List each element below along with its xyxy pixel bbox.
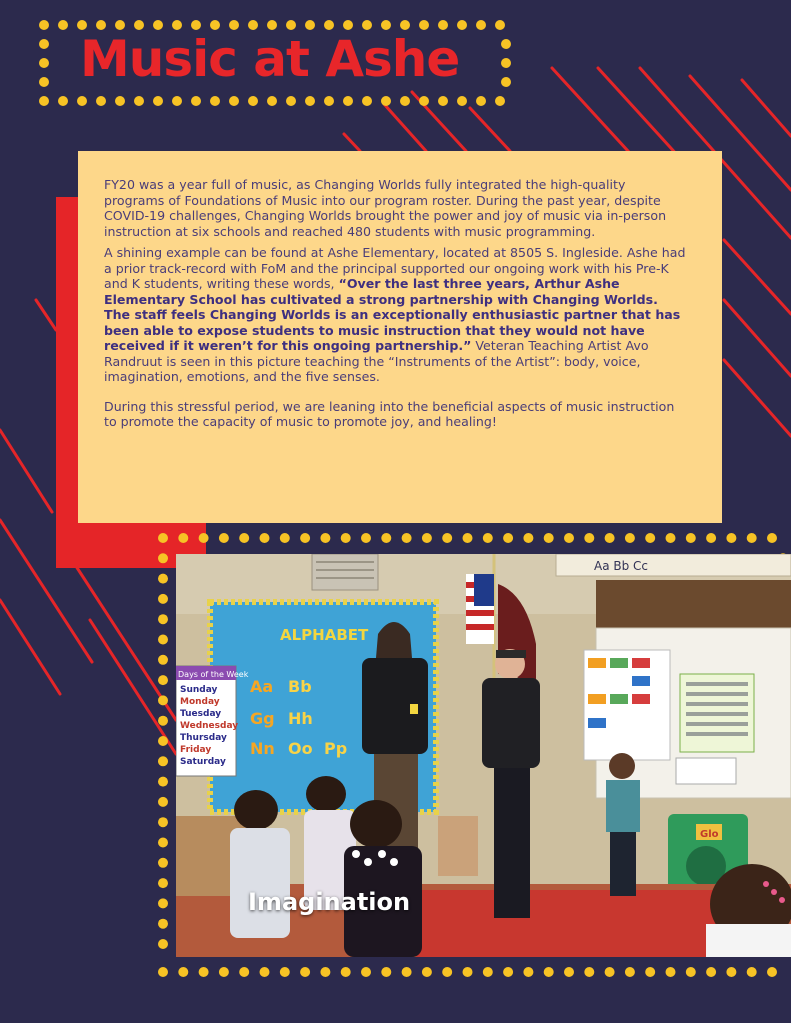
frame-dot [39, 20, 49, 30]
days-board-day: Saturday [180, 757, 226, 767]
article-paragraph-2-intro: A shining example can be found at Ashe Elementary, located at 8505 S. Ingleside. Ashe had a prior track-record with FoM and the principal supported our ongoing work with his Pre-K and K students, writing these words, [104, 245, 686, 291]
frame-dot [191, 96, 201, 106]
frame-dot [706, 533, 716, 543]
frame-dot [495, 96, 505, 106]
frame-dot [747, 967, 757, 977]
frame-dot [402, 967, 412, 977]
frame-dot [402, 533, 412, 543]
frame-dot [544, 533, 554, 543]
frame-dot [300, 533, 310, 543]
days-board-day: Wednesday [180, 721, 239, 731]
frame-dot [158, 858, 168, 868]
frame-dot [158, 655, 168, 665]
frame-dot [726, 967, 736, 977]
frame-dot [442, 533, 452, 543]
frame-dot [300, 967, 310, 977]
frame-dot [501, 39, 511, 49]
svg-text:Oo: Oo [288, 739, 313, 758]
frame-dot [625, 967, 635, 977]
frame-dot [320, 533, 330, 543]
frame-dot [286, 96, 296, 106]
frame-dot [381, 96, 391, 106]
frame-dot [39, 39, 49, 49]
frame-dot [58, 20, 68, 30]
alphabet-sign: ALPHABET [280, 626, 369, 644]
frame-dot [686, 533, 696, 543]
frame-dot [77, 96, 87, 106]
frame-dot [726, 533, 736, 543]
svg-text:Hh: Hh [288, 709, 313, 728]
frame-dot [158, 838, 168, 848]
frame-dot [495, 20, 505, 30]
frame-dot [280, 533, 290, 543]
days-board-day: Sunday [180, 685, 218, 695]
frame-dot [172, 96, 182, 106]
frame-dot [158, 967, 168, 977]
frame-dot [260, 967, 270, 977]
frame-dot [158, 736, 168, 746]
letter-strip: Aa Bb Cc [594, 559, 649, 573]
frame-dot [267, 96, 277, 106]
frame-dot [178, 967, 188, 977]
days-board-header: Days of the Week [178, 670, 249, 679]
frame-dot [280, 967, 290, 977]
frame-dot [39, 77, 49, 87]
frame-dot [501, 77, 511, 87]
frame-dot [381, 533, 391, 543]
frame-dot [767, 533, 777, 543]
frame-dot [584, 967, 594, 977]
frame-dot [544, 967, 554, 977]
classroom-photo [176, 554, 791, 957]
frame-dot [158, 533, 168, 543]
article-paragraph-3: During this stressful period, we are leaning into the beneficial aspects of music instruction to promote the capacity of music to promote joy, and healing! [104, 398, 675, 429]
frame-dot [158, 716, 168, 726]
frame-dot [115, 96, 125, 106]
frame-dot [457, 96, 467, 106]
frame-dot [178, 533, 188, 543]
frame-dot [260, 533, 270, 543]
frame-dot [645, 967, 655, 977]
frame-dot [381, 967, 391, 977]
frame-dot [39, 58, 49, 68]
svg-text:Pp: Pp [324, 739, 348, 758]
frame-dot [158, 878, 168, 888]
frame-dot [523, 967, 533, 977]
frame-dot [605, 967, 615, 977]
frame-dot [666, 967, 676, 977]
frame-dot [158, 756, 168, 766]
svg-text:Bb: Bb [288, 677, 312, 696]
frame-dot [501, 58, 511, 68]
frame-dot [199, 967, 209, 977]
frame-dot [438, 96, 448, 106]
frame-dot [158, 797, 168, 807]
frame-dot [747, 533, 757, 543]
frame-dot [564, 967, 574, 977]
frame-dot [564, 533, 574, 543]
frame-dot [584, 533, 594, 543]
frame-dot [158, 817, 168, 827]
frame-dot [503, 967, 513, 977]
svg-text:Nn: Nn [250, 739, 275, 758]
bin-badge: Glo [700, 829, 719, 840]
frame-dot [361, 533, 371, 543]
frame-dot [320, 967, 330, 977]
frame-dot [158, 919, 168, 929]
frame-dot [767, 967, 777, 977]
frame-dot [419, 96, 429, 106]
frame-dot [625, 533, 635, 543]
frame-dot [645, 533, 655, 543]
svg-text:Aa: Aa [250, 677, 274, 696]
frame-dot [483, 533, 493, 543]
frame-dot [476, 20, 486, 30]
frame-dot [158, 635, 168, 645]
frame-dot [463, 967, 473, 977]
frame-dot [324, 96, 334, 106]
frame-dot [706, 967, 716, 977]
frame-dot [422, 533, 432, 543]
frame-dot [422, 967, 432, 977]
days-board-day: Tuesday [180, 709, 222, 719]
frame-dot [153, 96, 163, 106]
frame-dot [503, 533, 513, 543]
frame-dot [666, 533, 676, 543]
frame-dot [239, 967, 249, 977]
frame-dot [341, 533, 351, 543]
frame-dot [523, 533, 533, 543]
frame-dot [158, 574, 168, 584]
svg-text:Gg: Gg [250, 709, 275, 728]
photo-caption: Imagination [248, 888, 411, 916]
days-board-day: Thursday [180, 733, 227, 743]
page-title: Music at Ashe [80, 30, 460, 88]
frame-dot [199, 533, 209, 543]
frame-dot [605, 533, 615, 543]
frame-dot [400, 96, 410, 106]
frame-dot [210, 96, 220, 106]
frame-dot [463, 533, 473, 543]
frame-dot [248, 96, 258, 106]
frame-dot [158, 695, 168, 705]
frame-dot [362, 96, 372, 106]
frame-dot [134, 96, 144, 106]
frame-dot [219, 533, 229, 543]
article-card [78, 151, 722, 523]
frame-dot [158, 614, 168, 624]
frame-dot [341, 967, 351, 977]
principal-quote: “Over the last three years, Arthur Ashe Elementary School has cultivated a strong partnership with Changing Worlds. The staff feels Changing Worlds is an exceptionally enthusiastic partner that has been able to expose students to music instruction that they would not have received if it weren’t for this ongoing partnership.” [104, 276, 681, 353]
frame-dot [96, 96, 106, 106]
frame-dot [158, 898, 168, 908]
frame-dot [158, 594, 168, 604]
frame-dot [158, 675, 168, 685]
frame-dot [158, 939, 168, 949]
days-board-day: Monday [180, 697, 220, 707]
frame-dot [442, 967, 452, 977]
days-board-day: Friday [180, 745, 212, 755]
frame-dot [483, 967, 493, 977]
frame-dot [58, 96, 68, 106]
frame-dot [686, 967, 696, 977]
frame-dot [229, 96, 239, 106]
article-paragraph-2 [104, 245, 686, 385]
frame-dot [158, 777, 168, 787]
frame-dot [219, 967, 229, 977]
frame-dot [39, 96, 49, 106]
frame-dot [305, 96, 315, 106]
article-paragraph-2-tail: Veteran Teaching Artist Avo Randruut is seen in this picture teaching the “Instruments of the Artist”: body, voice, imagination, emotions, and the five senses. [104, 338, 649, 384]
frame-dot [239, 533, 249, 543]
frame-dot [343, 96, 353, 106]
frame-dot [361, 967, 371, 977]
frame-dot [476, 96, 486, 106]
frame-dot [158, 553, 168, 563]
article-paragraph-1: FY20 was a year full of music, as Changing Worlds fully integrated the high-quality programs of Foundations of Music into our program roster. During the past year, despite COVID-19 challenges, Changing Worlds brought the power and joy of music via in-person instruction at six schools and reached 480 students with music programming. [104, 177, 667, 239]
